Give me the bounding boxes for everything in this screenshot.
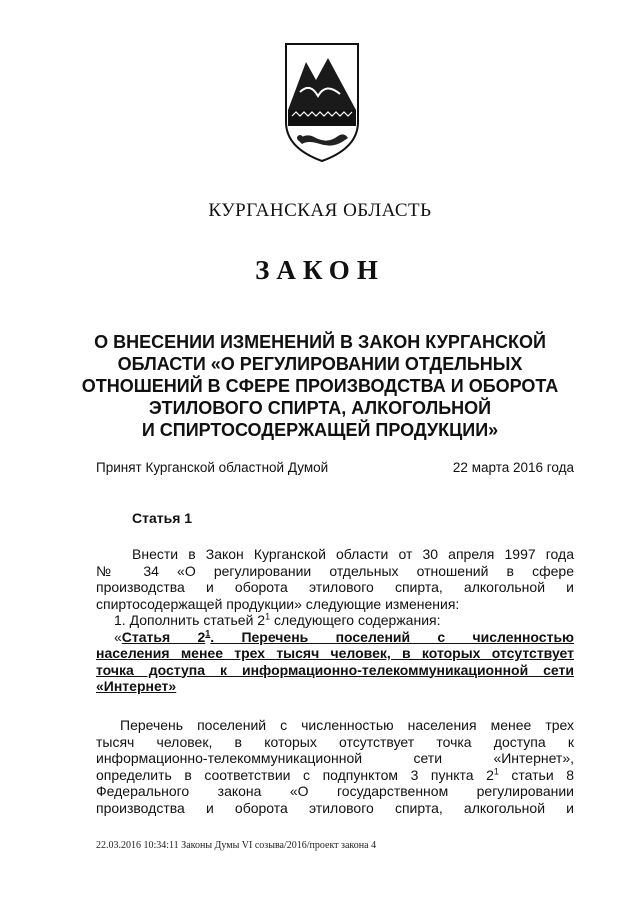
page-footer: 22.03.2016 10:34:11 Законы Думы VI созыва/2016/проект закона 4 xyxy=(96,840,377,851)
new-article-line: «Интернет» xyxy=(96,678,177,694)
item-1: 1. Дополнить статьей $2^1$ следующего содержания: xyxy=(114,611,441,628)
adopted-by: Принят Курганской областной Думой xyxy=(96,460,329,475)
text-line: № 34 «О регулировании отдельных отношений в сфере xyxy=(96,562,574,579)
new-article-line: точка доступа к информационно-телекоммуникационной сети xyxy=(96,661,574,678)
text-line: Федерального закона «О государственном регулировании xyxy=(96,783,574,799)
text-line: производства и оборота этилового спирта, алкогольной и xyxy=(96,579,574,595)
region-name: КУРГАНСКАЯ ОБЛАСТЬ xyxy=(208,200,432,221)
text-line: спиртосодержащей продукции» следующие изменения: xyxy=(96,595,460,612)
adoption-line xyxy=(96,460,574,475)
article-body xyxy=(96,546,574,695)
article-heading: Статья 1 xyxy=(132,510,193,526)
new-article-line: «Статья $2^1$. Перечень поселений с численностью xyxy=(114,627,575,645)
title-line: ОТНОШЕНИЙ В СФЕРЕ ПРОИЗВОДСТВА И ОБОРОТА xyxy=(81,376,559,396)
title-line: ЭТИЛОВОГО СПИРТА, АЛКОГОЛЬНОЙ xyxy=(148,398,492,418)
article-paragraph xyxy=(96,717,574,816)
document-type: ЗАКОН xyxy=(255,255,385,285)
text-line: тысяч человек, в которых отсутствует точка доступа к xyxy=(96,733,574,750)
text-line: производства и оборота этилового спирта, алкогольной и xyxy=(96,799,574,816)
text-line: определить в соответствии с подпунктом 3 пункта $2^1$ статьи 8 xyxy=(96,765,574,783)
new-article-line: населения менее трех тысяч человек, в которых отсутствует xyxy=(96,645,574,661)
adoption-date: 22 марта 2016 года xyxy=(452,460,574,475)
title-line: О ВНЕСЕНИИ ИЗМЕНЕНИЙ В ЗАКОН КУРГАНСКОЙ xyxy=(94,332,546,352)
law-title xyxy=(80,331,560,441)
text-line: Внести в Закон Курганской области от 30 апреля 1997 года xyxy=(132,546,574,562)
text-line: Перечень поселений с численностью населения менее трех xyxy=(120,717,574,733)
text-line: информационно-телекоммуникационной сети «Интернет», xyxy=(96,750,574,766)
title-line: И СПИРТОСОДЕРЖАЩЕЙ ПРОДУКЦИИ» xyxy=(141,420,499,440)
coat-of-arms-icon xyxy=(282,40,362,165)
title-line: ОБЛАСТИ «О РЕГУЛИРОВАНИИ ОТДЕЛЬНЫХ xyxy=(117,354,523,374)
